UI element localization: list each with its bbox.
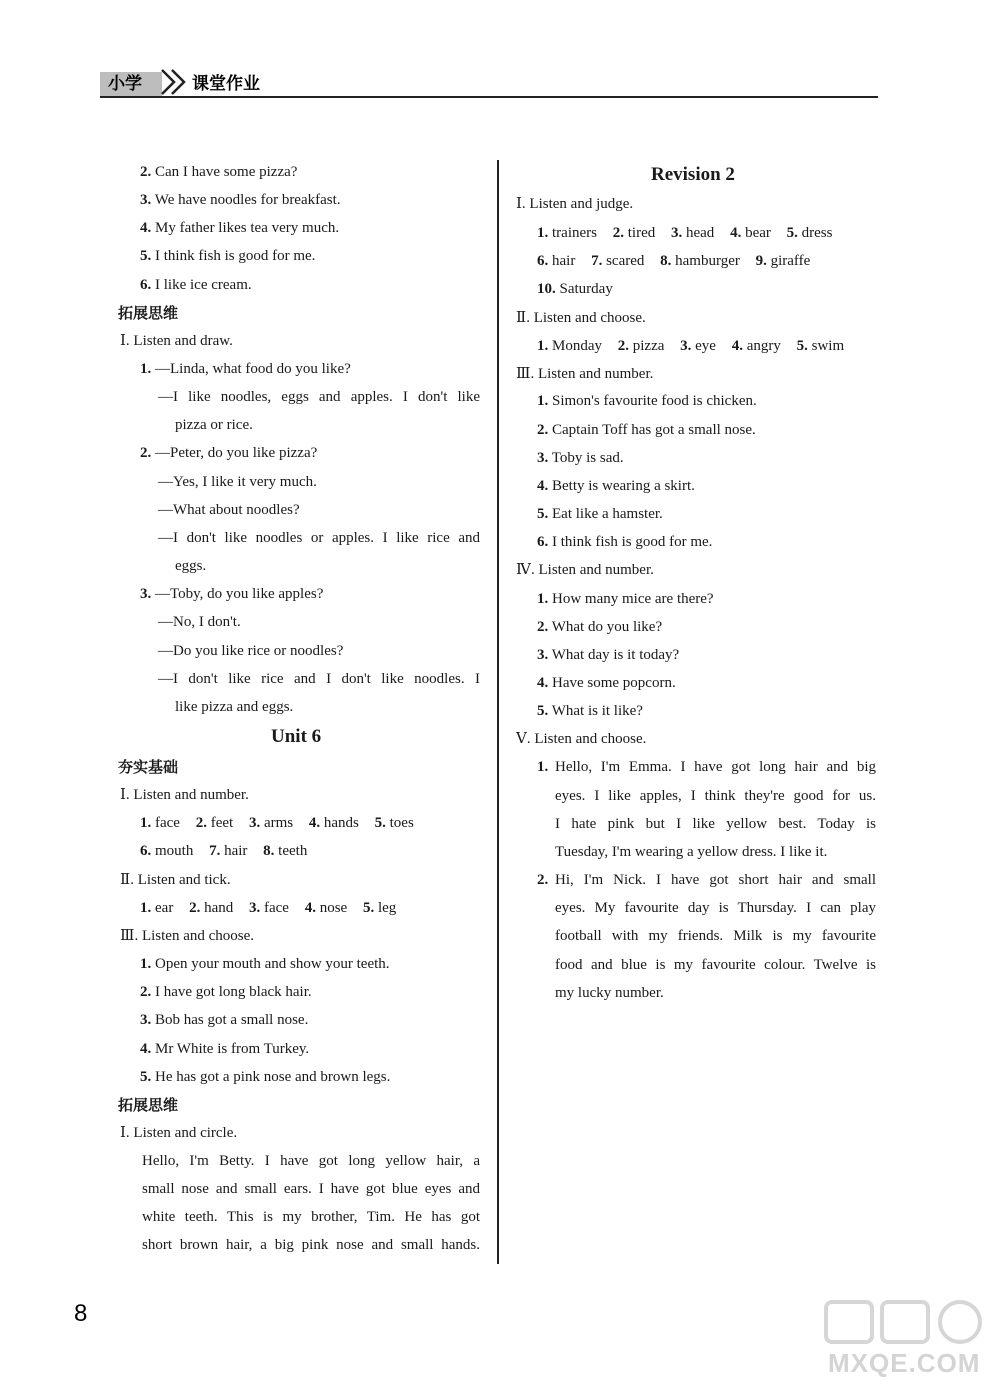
dialogue-line: —I don't like noodles or apples. I like rice and bbox=[158, 530, 480, 546]
dialogue-line: 3. —Toby, do you like apples? bbox=[140, 586, 324, 602]
list-item: 4. Have some popcorn. bbox=[537, 675, 676, 691]
answer-row: 6. mouth 7. hair 8. teeth bbox=[140, 843, 308, 859]
header-rule bbox=[100, 96, 878, 98]
dialogue-line: 1. —Linda, what food do you like? bbox=[140, 361, 351, 377]
question-heading: Ⅱ. Listen and tick. bbox=[120, 872, 231, 888]
paragraph-number: 2. bbox=[537, 872, 549, 888]
paragraph-line: Tuesday, I'm wearing a yellow dress. I like it. bbox=[555, 844, 828, 860]
question-heading: Ⅰ. Listen and circle. bbox=[120, 1125, 238, 1141]
double-chevron-icon bbox=[158, 66, 192, 96]
dialogue-line: —Do you like rice or noodles? bbox=[158, 643, 344, 659]
unit-title: Unit 6 bbox=[271, 726, 322, 747]
paragraph-line: food and blue is my favourite colour. Twelve is bbox=[555, 957, 876, 973]
list-item: 2. I have got long black hair. bbox=[140, 984, 312, 1000]
dialogue-line: like pizza and eggs. bbox=[175, 699, 294, 715]
answer-row: 1. ear 2. hand 3. face 4. nose 5. leg bbox=[140, 900, 397, 916]
answer-row: 1. face 2. feet 3. arms 4. hands 5. toes bbox=[140, 815, 414, 831]
section-heading: 夯实基础 bbox=[118, 758, 179, 776]
list-item: 6. I think fish is good for me. bbox=[537, 534, 713, 550]
list-item: 1. How many mice are there? bbox=[537, 591, 714, 607]
list-item: 2. What do you like? bbox=[537, 619, 663, 635]
watermark-logo bbox=[820, 1296, 990, 1382]
list-item: 1. Simon's favourite food is chicken. bbox=[537, 393, 757, 409]
dialogue-line: —I don't like rice and I don't like noodles. I bbox=[158, 671, 480, 687]
list-item: 4. Betty is wearing a skirt. bbox=[537, 478, 695, 494]
section-heading: 拓展思维 bbox=[118, 1096, 179, 1114]
dialogue-line: —What about noodles? bbox=[158, 502, 300, 518]
list-item: 5. What is it like? bbox=[537, 703, 643, 719]
dialogue-line: —I like noodles, eggs and apples. I don't like bbox=[158, 389, 480, 405]
question-heading: Ⅰ. Listen and number. bbox=[120, 787, 249, 803]
dialogue-line: pizza or rice. bbox=[175, 417, 253, 433]
list-item: 5. He has got a pink nose and brown legs. bbox=[140, 1069, 391, 1085]
paragraph-line: small nose and small ears. I have got blue eyes and bbox=[142, 1181, 480, 1197]
paragraph-line: short brown hair, a big pink nose and small hands. bbox=[142, 1237, 480, 1253]
list-item: 3. Toby is sad. bbox=[537, 450, 624, 466]
paragraph-line: white teeth. This is my brother, Tim. He has got bbox=[142, 1209, 480, 1225]
answer-row: 1. Monday 2. pizza 3. eye 4. angry 5. swim bbox=[537, 338, 845, 354]
question-heading: Ⅴ. Listen and choose. bbox=[516, 731, 647, 747]
list-item: 5. Eat like a hamster. bbox=[537, 506, 663, 522]
answer-row: 6. hair 7. scared 8. hamburger 9. giraffe bbox=[537, 253, 811, 269]
list-item: 3. Bob has got a small nose. bbox=[140, 1012, 309, 1028]
watermark-seal-icon bbox=[820, 1296, 990, 1348]
question-heading: Ⅱ. Listen and choose. bbox=[516, 310, 646, 326]
dialogue-line: eggs. bbox=[175, 558, 207, 574]
paragraph-line: Hello, I'm Betty. I have got long yellow hair, a bbox=[142, 1153, 480, 1169]
dialogue-line: —Yes, I like it very much. bbox=[158, 474, 317, 490]
header-title: 课堂作业 bbox=[192, 74, 260, 94]
list-item: 5. I think fish is good for me. bbox=[140, 248, 316, 264]
paragraph-line: my lucky number. bbox=[555, 985, 664, 1001]
question-heading: Ⅳ. Listen and number. bbox=[516, 562, 654, 578]
paragraph-line: eyes. My favourite day is Thursday. I can play bbox=[555, 900, 876, 916]
paragraph-line: eyes. I like apples, I think they're good for us. bbox=[555, 788, 876, 804]
question-heading: Ⅲ. Listen and number. bbox=[516, 366, 654, 382]
paragraph-number: 1. bbox=[537, 759, 549, 775]
paragraph-line: football with my friends. Milk is my favourite bbox=[555, 928, 876, 944]
paragraph-line: I hate pink but I like yellow best. Today is bbox=[555, 816, 876, 832]
dialogue-line: 2. —Peter, do you like pizza? bbox=[140, 445, 318, 461]
answer-row: 1. trainers 2. tired 3. head 4. bear 5. dress bbox=[537, 225, 833, 241]
list-item: 3. We have noodles for breakfast. bbox=[140, 192, 341, 208]
question-heading: Ⅲ. Listen and choose. bbox=[120, 928, 255, 944]
answer-row: 10. Saturday bbox=[537, 281, 613, 297]
paragraph-line: Hello, I'm Emma. I have got long hair and big bbox=[555, 759, 876, 775]
question-heading: Ⅰ. Listen and judge. bbox=[516, 196, 634, 212]
list-item: 6. I like ice cream. bbox=[140, 277, 252, 293]
list-item: 3. What day is it today? bbox=[537, 647, 680, 663]
header-tag: 小学 bbox=[100, 72, 162, 96]
watermark-text: MXQE.COM bbox=[828, 1348, 981, 1378]
page-header bbox=[100, 66, 878, 98]
list-item: 2. Captain Toff has got a small nose. bbox=[537, 422, 756, 438]
page-number: 8 bbox=[74, 1300, 88, 1327]
list-item: 2. Can I have some pizza? bbox=[140, 164, 298, 180]
list-item: 4. My father likes tea very much. bbox=[140, 220, 340, 236]
paragraph-line: Hi, I'm Nick. I have got short hair and small bbox=[555, 872, 876, 888]
section-heading: 拓展思维 bbox=[118, 304, 179, 322]
list-item: 1. Open your mouth and show your teeth. bbox=[140, 956, 390, 972]
list-item: 4. Mr White is from Turkey. bbox=[140, 1041, 310, 1057]
question-heading: Ⅰ. Listen and draw. bbox=[120, 333, 233, 349]
column-divider bbox=[497, 160, 499, 1264]
dialogue-line: —No, I don't. bbox=[158, 614, 241, 630]
revision-title: Revision 2 bbox=[651, 164, 735, 185]
